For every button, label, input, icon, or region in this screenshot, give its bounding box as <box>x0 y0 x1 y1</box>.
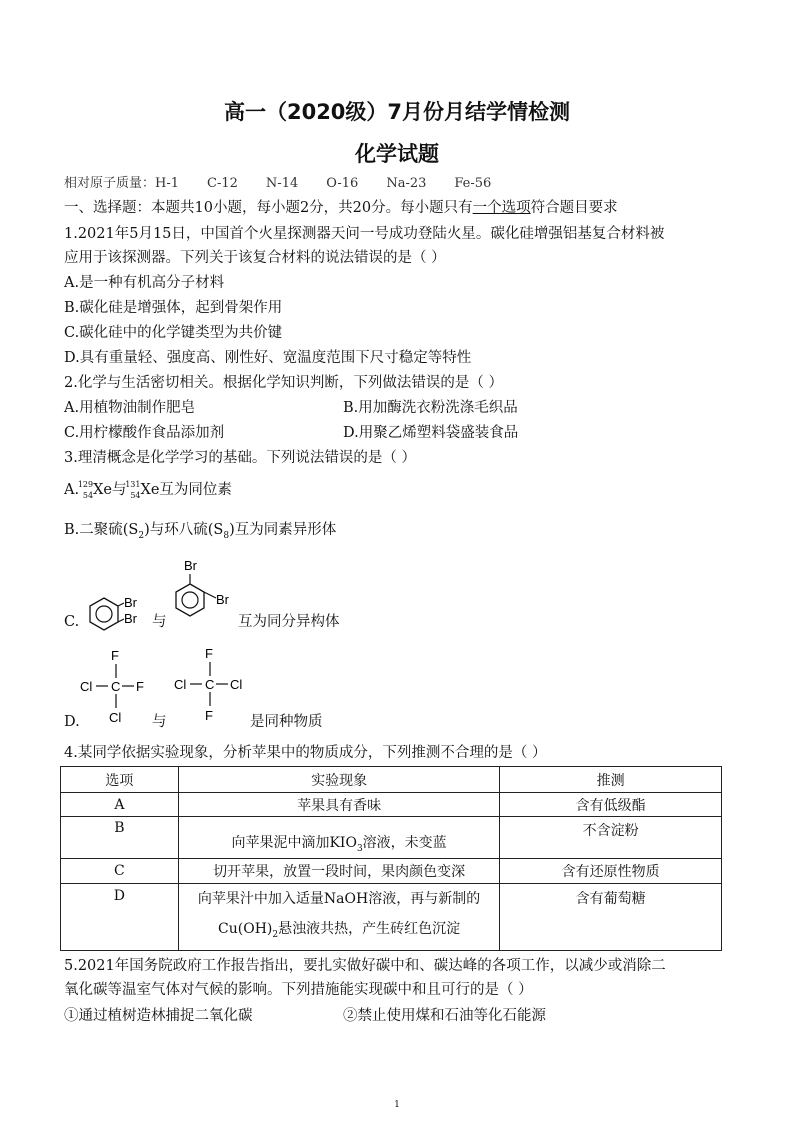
q4-table <box>60 766 722 951</box>
observation-text: 向苹果泥中滴加KIO <box>231 834 357 851</box>
table-row <box>61 793 722 817</box>
table-header-row <box>61 767 722 793</box>
observation-text: 悬浊液共热，产生砖红色沉淀 <box>278 921 461 937</box>
subscript: 8 <box>223 530 230 541</box>
observation-line <box>179 914 500 950</box>
mass-number: 129 <box>77 480 94 489</box>
table-row <box>61 817 722 859</box>
table-row <box>61 859 722 884</box>
q3-option-b-text: B.二聚硫(S <box>64 522 139 538</box>
q2-option-a: A.用植物油制作肥皂 <box>64 400 196 416</box>
observation-text: 溶液，未变蓝 <box>362 834 447 851</box>
q3-option-d-suffix: 是同种物质 <box>250 714 323 730</box>
c-label: C <box>111 679 121 694</box>
q4-stem: 4.某同学依据实验现象，分析苹果中的物质成分，下列推测不合理的是（ ） <box>64 745 547 761</box>
q1-option-d: D.具有重量轻、强度高、刚性好、宽温度范围下尺寸稳定等特性 <box>64 350 472 366</box>
f-label: F <box>136 679 144 694</box>
table-cell-observation <box>178 817 500 859</box>
atomic-mass-item: Fe-56 <box>454 176 492 191</box>
cl-label: Cl <box>80 679 93 694</box>
subscript: 2 <box>138 530 145 541</box>
subscript: 2 <box>272 929 279 940</box>
f-label: F <box>205 708 213 723</box>
q2-option-d: D.用聚乙烯塑料袋盛装食品 <box>343 425 519 441</box>
section-heading-emphasis: 一个选项 <box>472 200 531 216</box>
c-label: C <box>205 677 215 692</box>
mass-number: 131 <box>125 480 141 489</box>
section-heading-text: 一、选择题：本题共10小题，每小题2分，共20分。每小题只有 <box>64 200 473 216</box>
table-header-cell: 推测 <box>500 767 722 793</box>
table-header-cell: 实验现象 <box>178 767 500 793</box>
f-label: F <box>205 646 213 661</box>
page-subtitle: 化学试题 <box>355 142 439 166</box>
q1-stem-line1: 1.2021年5月15日，中国首个火星探测器天问一号成功登陆火星。碳化硅增强铝基复合材料被 <box>64 226 665 242</box>
table-cell-option: C <box>61 859 179 884</box>
table-cell-inference: 含有葡萄糖 <box>500 884 722 951</box>
q1-option-b: B.碳化硅是增强体，起到骨架作用 <box>64 300 283 316</box>
page-title: 高一（2020级）7月份月结学情检测 <box>223 100 571 124</box>
q2-option-b: B.用加酶洗衣粉洗涤毛织品 <box>343 400 518 416</box>
br-label: Br <box>184 558 197 573</box>
connector-text: 与 <box>112 482 127 498</box>
atomic-mass-item: C-12 <box>207 176 238 191</box>
benzene-ring <box>176 584 204 616</box>
table-cell-inference: 不含淀粉 <box>500 817 722 859</box>
br-label: Br <box>216 592 229 607</box>
table-cell-observation: 苹果具有香味 <box>178 793 500 817</box>
table-cell-inference: 含有低级酯 <box>500 793 722 817</box>
q3-option-a-prefix: A. <box>64 482 80 498</box>
benzene-ring <box>90 598 118 630</box>
q3-option-b-text: )与环八硫(S <box>144 522 224 538</box>
table-cell-observation <box>178 884 500 951</box>
aromatic-circle <box>182 592 198 608</box>
ortho-dibromobenzene-structure <box>84 586 154 636</box>
table-cell-inference: 含有还原性物质 <box>500 859 722 884</box>
atomic-number: 54 <box>130 491 141 500</box>
observation-text: Cu(OH) <box>218 921 273 937</box>
xe131-nuclide <box>127 480 141 500</box>
q5-stem-line2: 氧化碳等温室气体对气候的影响。下列措施能实现碳中和且可行的是（ ） <box>64 982 533 998</box>
section-heading-tail: 符合题目要求 <box>530 200 618 216</box>
dichloro-difluoromethane-structure-2 <box>170 644 254 724</box>
q3-option-b-text: )互为同素异形体 <box>229 522 337 538</box>
q5-option-1: ①通过植树造林捕捉二氧化碳 <box>64 1008 253 1024</box>
table-cell-option: B <box>61 817 179 859</box>
q5-option-2: ②禁止使用煤和石油等化石能源 <box>343 1008 546 1024</box>
element-symbol: Xe <box>140 482 160 498</box>
cl-label: Cl <box>109 710 122 725</box>
atomic-mass-item: O-16 <box>326 176 359 191</box>
page-number: 1 <box>394 1100 400 1110</box>
dichloro-difluoromethane-structure-1 <box>76 646 156 726</box>
meta-dibromobenzene-structure <box>168 556 248 622</box>
q3-option-a <box>64 480 232 500</box>
atomic-number: 54 <box>82 491 94 500</box>
q3-option-d-prefix: D. <box>64 714 80 730</box>
q2-option-c: C.用柠檬酸作食品添加剂 <box>64 425 225 441</box>
xe129-nuclide <box>79 480 93 500</box>
br-label: Br <box>124 611 137 626</box>
atomic-masses <box>64 174 519 194</box>
observation-line: 向苹果汁中加入适量NaOH溶液，再与新制的 <box>197 891 481 907</box>
q1-option-c: C.碳化硅中的化学键类型为共价键 <box>64 325 283 341</box>
table-row <box>61 884 722 951</box>
q3-option-c-suffix: 互为同分异构体 <box>238 614 340 630</box>
bond <box>204 592 216 598</box>
atomic-mass-item: N-14 <box>265 176 299 191</box>
q1-option-a: A.是一种有机高分子材料 <box>64 275 225 291</box>
q3-option-d-mid: 与 <box>152 714 167 730</box>
table-cell-option: D <box>61 884 179 951</box>
element-symbol: Xe <box>93 482 112 498</box>
aromatic-circle <box>96 606 112 622</box>
q3-option-a-suffix: 互为同位素 <box>159 482 232 498</box>
table-cell-observation: 切开苹果，放置一段时间，果肉颜色变深 <box>178 859 500 884</box>
q3-stem: 3.理清概念是化学学习的基础。下列说法错误的是（ ） <box>64 450 416 466</box>
q2-stem: 2.化学与生活密切相关。根据化学知识判断，下列做法错误的是（ ） <box>64 375 503 391</box>
table-cell-option: A <box>61 793 179 817</box>
cl-label: Cl <box>174 677 187 692</box>
subscript: 3 <box>356 843 363 854</box>
cl-label: Cl <box>230 677 243 692</box>
section-heading <box>64 198 618 218</box>
q3-option-b <box>64 520 336 546</box>
atomic-mass-item: H-1 <box>155 176 180 191</box>
f-label: F <box>111 648 119 663</box>
q5-stem-line1: 5.2021年国务院政府工作报告指出，要扎实做好碳中和、碳达峰的各项工作，以减少或消除二 <box>64 958 666 974</box>
q3-option-c-mid: 与 <box>152 614 167 630</box>
q3-option-c-prefix: C. <box>64 614 80 630</box>
atomic-masses-label: 相对原子质量： <box>64 176 156 191</box>
atomic-mass-item: Na-23 <box>386 176 427 191</box>
table-header-cell: 选项 <box>61 767 179 793</box>
q1-stem-line2: 应用于该探测器。下列关于该复合材料的说法错误的是（ ） <box>64 250 446 266</box>
br-label: Br <box>124 595 137 610</box>
